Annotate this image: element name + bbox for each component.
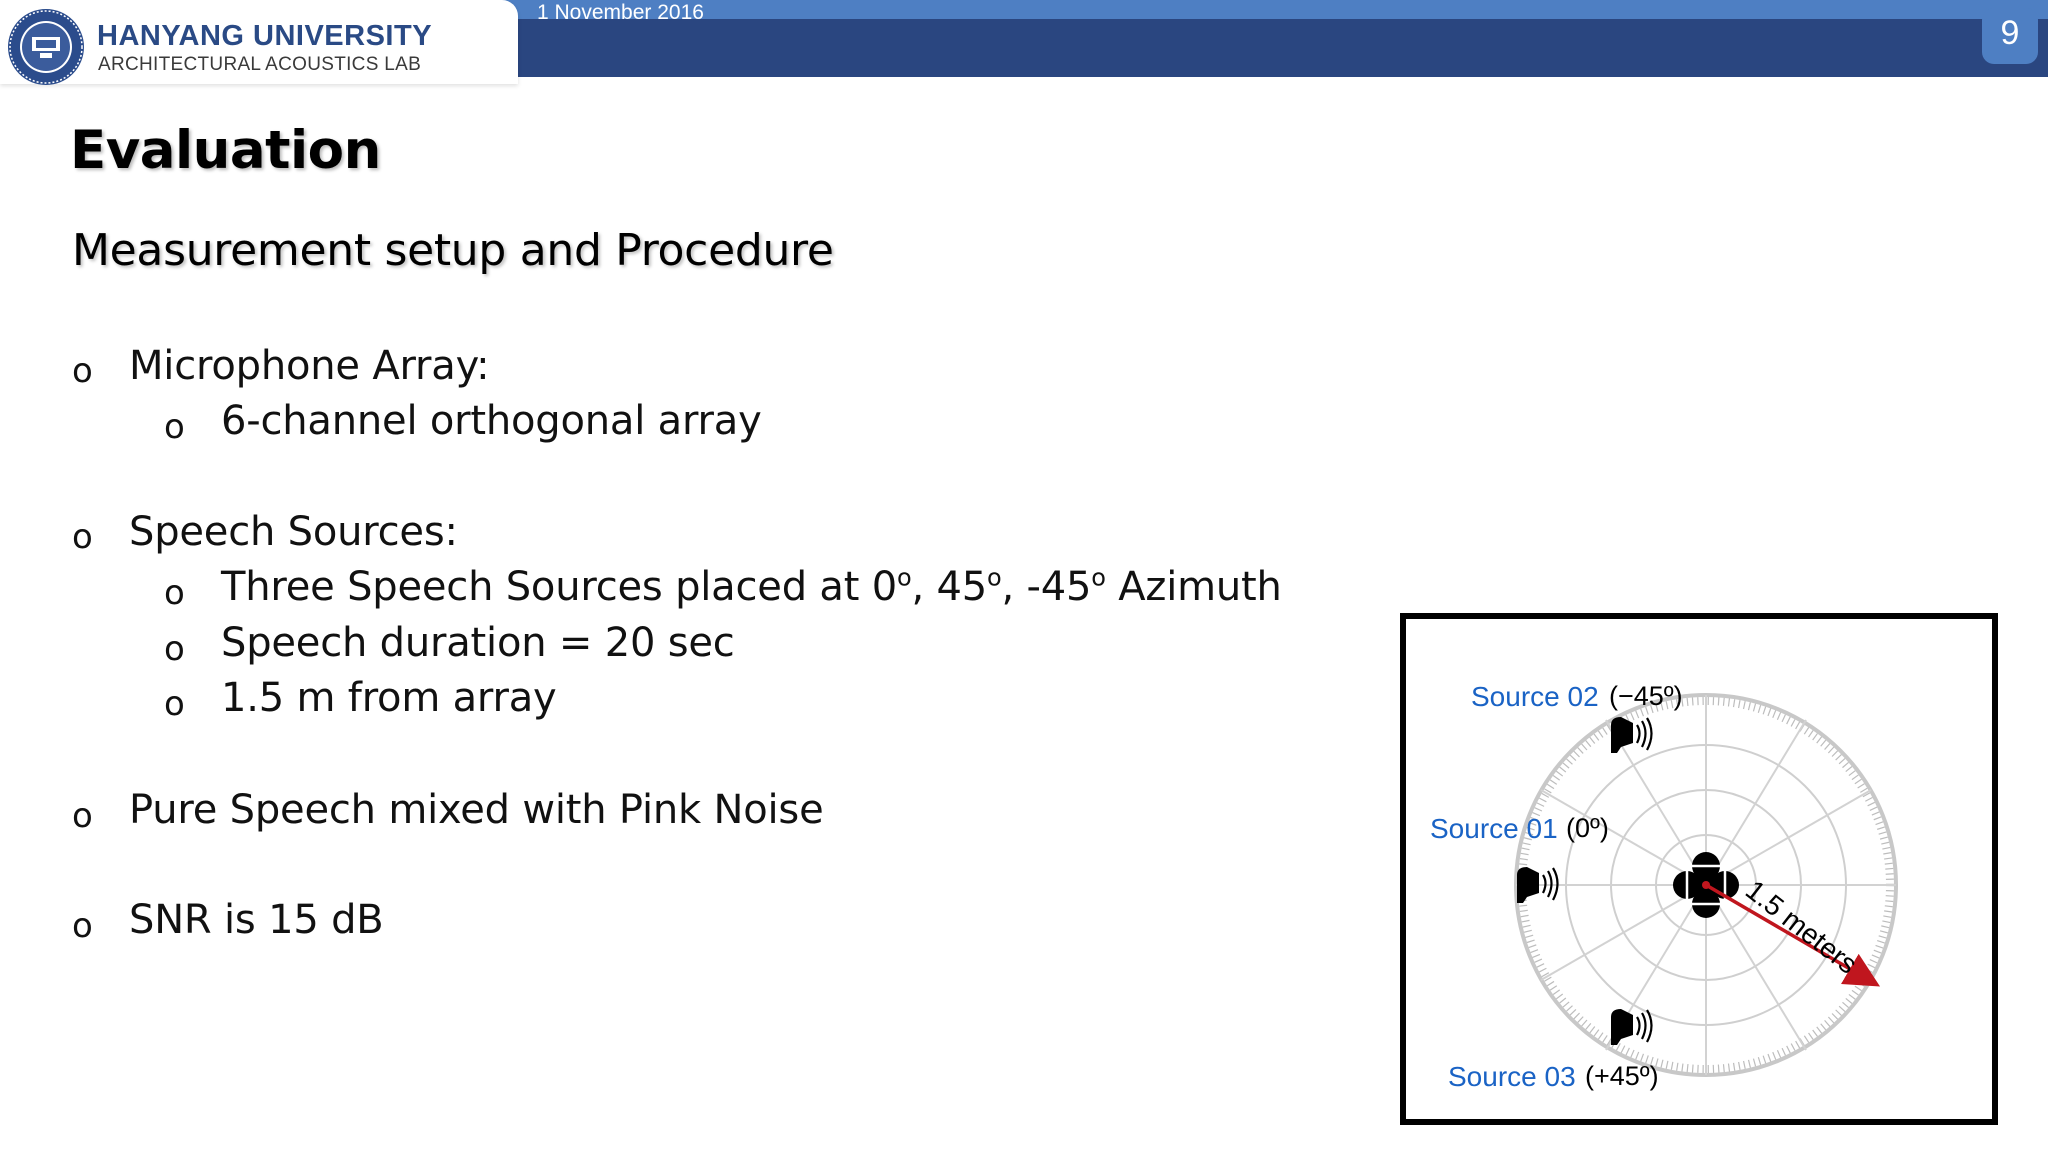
page-number-tab <box>1982 8 2038 64</box>
lab-name: ARCHITECTURAL ACOUSTICS LAB <box>98 54 422 75</box>
azimuth-text-suffix: Azimuth <box>1105 564 1282 610</box>
source-03-angle: (+45º) <box>1585 1061 1659 1091</box>
degree-mark: o <box>1091 563 1106 592</box>
sub-bullet-marker: o <box>164 573 185 613</box>
arrow-origin <box>1702 881 1710 889</box>
sub-bullet-duration: Speech duration = 20 sec <box>221 620 735 666</box>
source-02-label: Source 02 <box>1471 681 1599 712</box>
azimuth-text-prefix: Three Speech Sources placed at 0 <box>221 564 897 610</box>
sub-bullet-marker: o <box>164 684 185 724</box>
source-03-label: Source 03 <box>1448 1061 1576 1092</box>
degree-mark: o <box>896 563 912 592</box>
bullet-pink-noise: Pure Speech mixed with Pink Noise <box>129 787 824 833</box>
bullet-marker: o <box>72 351 93 391</box>
bullet-microphone-array: Microphone Array: <box>129 343 490 389</box>
sub-bullet-source-azimuths <box>221 564 1282 610</box>
slide-subtitle: Measurement setup and Procedure <box>72 225 834 276</box>
sub-bullet-array-type: 6-channel orthogonal array <box>221 398 762 444</box>
source-02-angle: (−45º) <box>1609 681 1683 711</box>
sub-bullet-marker: o <box>164 407 185 447</box>
sub-bullet-marker: o <box>164 629 185 669</box>
header-main-bar <box>518 19 2048 77</box>
azimuth-text-sep: , -45 <box>1001 564 1092 610</box>
distance-label: 1.5 meters <box>1739 874 1864 980</box>
speaker-icon-source-01 <box>1517 867 1558 903</box>
university-name: HANYANG UNIVERSITY <box>97 20 433 52</box>
bullet-marker: o <box>72 906 93 946</box>
source-01-angle: (0º) <box>1566 813 1609 843</box>
university-seal-icon <box>6 7 86 87</box>
bullet-marker: o <box>72 517 93 557</box>
date-label: 1 November 2016 <box>537 1 704 24</box>
sub-bullet-distance: 1.5 m from array <box>221 675 557 721</box>
azimuth-text-sep: , 45 <box>911 564 987 610</box>
bullet-marker: o <box>72 796 93 836</box>
page-number: 9 <box>2000 14 2020 52</box>
source-01-label: Source 01 <box>1430 813 1558 844</box>
bullet-snr: SNR is 15 dB <box>129 897 384 943</box>
degree-mark: o <box>986 563 1002 592</box>
slide-title: Evaluation <box>70 120 381 181</box>
measurement-setup-figure <box>1400 613 1998 1125</box>
speaker-icon-source-03 <box>1611 1009 1652 1045</box>
speaker-icon-source-02 <box>1611 717 1652 753</box>
bullet-speech-sources: Speech Sources: <box>129 509 458 555</box>
logo-panel <box>0 0 518 84</box>
